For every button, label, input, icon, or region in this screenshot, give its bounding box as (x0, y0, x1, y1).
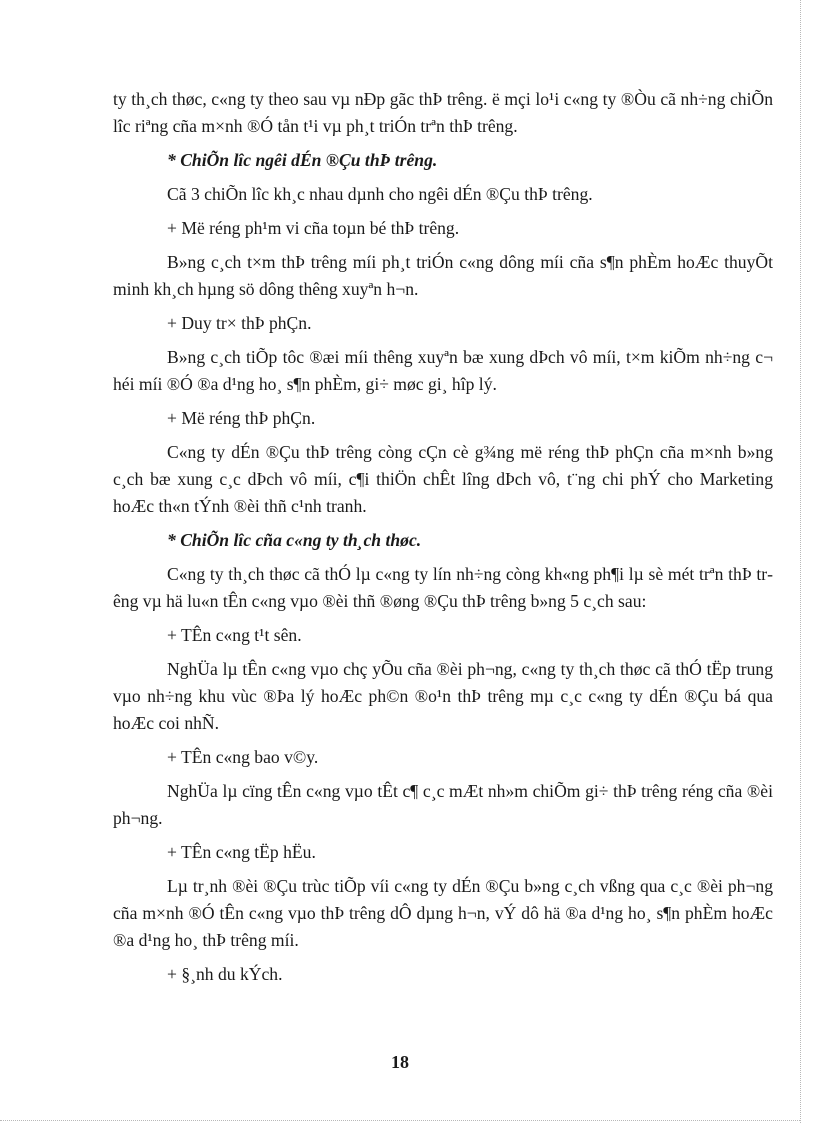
list-item: + Më réng thÞ phÇn. (167, 408, 316, 428)
page-number: 18 (391, 1052, 409, 1072)
list-item: + §¸nh du kÝch. (167, 964, 283, 984)
paragraph: Cã 3 chiÕn lîc kh¸c nhau dµnh cho ngêi dÉn ®Çu thÞ trêng. (167, 184, 593, 204)
paragraph-continuation: ty th¸ch thøc, c«ng ty theo sau vµ nÐp gãc thÞ trêng. ë mçi lo¹i c«ng ty ®Òu cã nh÷ng chiÕn lîc riªng cña m×nh ®Ó tån t¹i vµ ph¸t triÓn trªn thÞ trêng. (113, 89, 773, 136)
list-item: + TÊn c«ng bao v©y. (167, 747, 319, 767)
list-item: + Më réng ph¹m vi cña toµn bé thÞ trêng. (167, 218, 460, 238)
list-item: + TÊn c«ng t¹t sên. (167, 625, 302, 645)
paragraph: NghÜa lµ cïng tÊn c«ng vµo tÊt c¶ c¸c mÆt nh»m chiÕm gi÷ thÞ trêng réng cña ®èi ph¬ng. (113, 781, 773, 828)
paragraph: NghÜa lµ tÊn c«ng vµo chç yÕu cña ®èi ph¬ng, c«ng ty th¸ch thøc cã thÓ tËp trung vµo nh÷ng khu vùc ®Þa lý hoÆc ph©n ®o¹n thÞ trêng mµ c¸c c«ng ty dÉn ®Çu bá qua hoÆc coi nhÑ. (113, 659, 773, 733)
paragraph: B»ng c¸ch t×m thÞ trêng míi ph¸t triÓn c«ng dông míi cña s¶n phÈm hoÆc thuyÕt minh kh¸ch hµng sö dông thêng xuyªn h¬n. (113, 252, 773, 299)
paragraph: B»ng c¸ch tiÕp tôc ®æi míi thêng xuyªn bæ xung dÞch vô míi, t×m kiÕm nh÷ng c¬ héi míi ®Ó ®a d¹ng ho¸ s¶n phÈm, gi÷ møc gi¸ hîp lý. (113, 347, 773, 394)
page-bottom-border (0, 1120, 800, 1121)
page-right-border (800, 0, 801, 1123)
list-item: + Duy tr× thÞ phÇn. (167, 313, 312, 333)
paragraph: C«ng ty th¸ch thøc cã thÓ lµ c«ng ty lín nh÷ng còng kh«ng ph¶i lµ sè mét trªn thÞ trêng vµ hä lu«n tÊn c«ng vµo ®èi thñ ®øng ®Çu thÞ trêng b»ng 5 c¸ch sau: (113, 564, 773, 611)
list-item: + TÊn c«ng tËp hËu. (167, 842, 316, 862)
section-heading-leader-strategy: * ChiÕn lîc ngêi dÉn ®Çu thÞ trêng. (167, 150, 438, 170)
paragraph: Lµ tr¸nh ®èi ®Çu trùc tiÕp víi c«ng ty dÉn ®Çu b»ng c¸ch vßng qua c¸c ®èi ph¬ng cña m×nh ®Ó tÊn c«ng vµo thÞ trêng dÔ dµng h¬n, vÝ dô hä ®a d¹ng ho¸ s¶n phÈm hoÆc ®a d¹ng ho¸ thÞ trêng míi. (113, 876, 773, 950)
document-body (113, 86, 773, 995)
section-heading-challenger-strategy: * ChiÕn lîc cña c«ng ty th¸ch thøc. (167, 530, 422, 550)
paragraph: C«ng ty dÉn ®Çu thÞ trêng còng cÇn cè g¾ng më réng thÞ phÇn cña m×nh b»ng c¸ch bæ xung c¸c dÞch vô míi, c¶i thiÖn chÊt lîng dÞch vô, t¨ng chi phÝ cho Marketing hoÆc th«n tÝnh ®èi thñ c¹nh tranh. (113, 442, 773, 516)
